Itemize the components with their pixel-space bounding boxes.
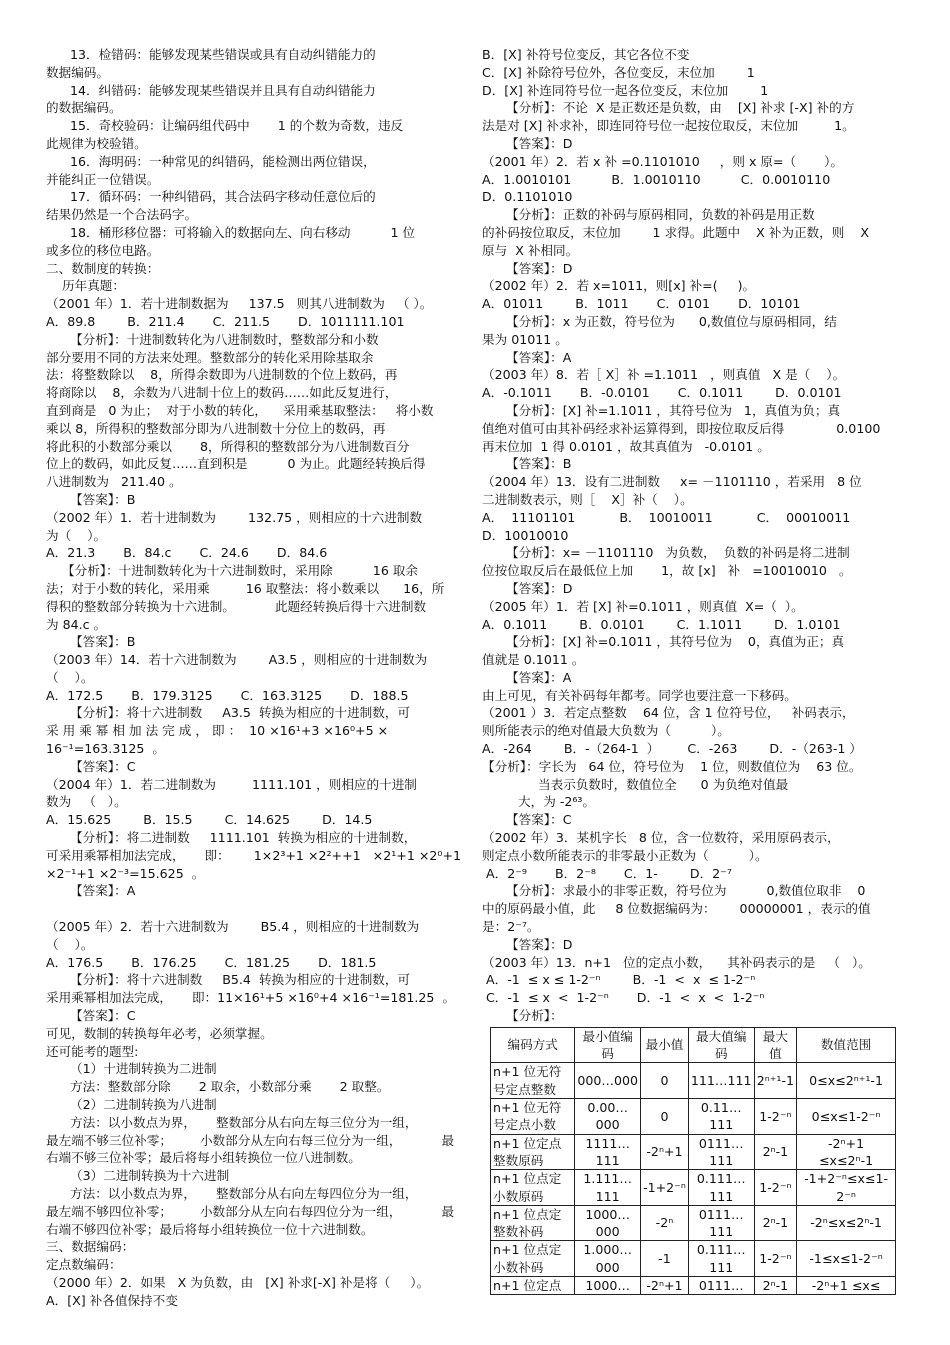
table-row [491, 1170, 896, 1206]
text-line: 则所能表示的绝对值最大负数为（ ）。 [482, 723, 730, 739]
text-line: 【分析】：[X] 补=1.1011 ，其符号位为 1，真值为负；真 [482, 402, 841, 418]
text-line: 可采用乘幂相加法完成， 即： 1×2³+1 ×2²++1 ×2¹+1 ×2⁰+1 [46, 847, 462, 863]
table-cell: 1-2⁻ⁿ [754, 1170, 797, 1206]
text-line: 的补码按位取反，末位加 1 求得。此题中 X 补为正数，则 X [482, 224, 869, 240]
text-line: 果为 01011 。 [482, 331, 568, 347]
text-line: 【分析】：x= －1101110 为负数， 负数的补码是将二进制 [482, 545, 850, 561]
table-header-cell: 最大值 [754, 1027, 797, 1063]
text-line: （2003 年）14．若十六进制数为 A3.5 ，则相应的十进制数为 [46, 652, 428, 668]
text-line: 16⁻¹=163.3125 。 [46, 741, 165, 757]
text-line: 大，为 -2⁶³。 [482, 794, 596, 810]
text-line: 【分析】：x 为正数，符号位为 0,数值位与原码相同，结 [482, 313, 837, 329]
table-cell: 1-2⁻ⁿ [754, 1241, 797, 1277]
text-line: 值绝对值可由其补码经求补运算得到，即按位取反后得 0.0100 [482, 420, 881, 436]
text-line: （ ）。 [46, 936, 94, 952]
text-line: A．-264 B．-（264-1 ） C．-263 D．-（263-1 ） [482, 741, 863, 757]
text-line: （2002 年）1．若十进制数为 132.75 ，则相应的十六进制数 [46, 509, 423, 525]
text-line: 法是对 [X] 补求补，即连同符号位一起按位取反，末位加 1。 [482, 118, 855, 134]
table-header-cell: 最小值编码 [575, 1027, 641, 1063]
text-line: 【分析】：字长为 64 位，符号位为 1 位，则数值位为 63 位。 [482, 758, 862, 774]
text-line: 此规律为校验错。 [46, 135, 147, 151]
text-line: （2002 年）2．若 x=1011，则[x] 补=( )。 [482, 278, 756, 294]
text-line: 【分析】：不论 X 是正数还是负数，由 [X] 补求 [-X] 补的方 [482, 100, 855, 116]
text-line: A．172.5 B．179.3125 C．163.3125 D．188.5 [46, 687, 409, 703]
text-line: 三、数据编码： [46, 1239, 135, 1255]
text-line: 为 84.c 。 [46, 616, 107, 632]
text-line: 【答案】：A [482, 669, 572, 685]
text-line: 的数据编码。 [46, 100, 122, 116]
text-line: 则定点小数所能表示的非零最小正数为（ ）。 [482, 847, 768, 863]
text-line: 18．桶形移位器：可将输入的数据向左、向右移动 1 位 [46, 224, 416, 240]
table-cell: -1≤x≤1-2⁻ⁿ [797, 1241, 896, 1277]
text-line: A．176.5 B．176.25 C．181.25 D．181.5 [46, 954, 377, 970]
table-cell: n+1 位定点整数原码 [491, 1134, 575, 1170]
text-line: A．21.3 B．84.c C．24.6 D．84.6 [46, 545, 328, 561]
table-cell: 1.000…000 [575, 1241, 641, 1277]
text-line: （2005 年）1．若 [X] 补=0.1011 ，则真值 X=（ ）。 [482, 598, 804, 614]
table-cell: 0 [641, 1063, 689, 1099]
table-cell: 0.111…111 [688, 1170, 754, 1206]
text-line: D．0.1101010 [482, 189, 573, 205]
table-header-cell: 最大值编码 [688, 1027, 754, 1063]
text-line: （2003 年）8．若［ X］补 =1.1011 ，则真值 X 是（ ）。 [482, 367, 846, 383]
text-line: 定点数编码： [46, 1257, 122, 1273]
text-line: 将此积的小数部分乘以 8，所得积的整数部分为八进制数百分 [46, 438, 410, 454]
text-line: 【分析】：将十六进制数 A3.5 转换为相应的十进制数，可 [46, 705, 411, 721]
text-line: （2001 年）1．若十进制数据为 137.5 则其八进制数为 （ ）。 [46, 296, 433, 312]
text-line: 结果仍然是一个合法码字。 [46, 207, 198, 223]
table-cell: 2ⁿ-1 [754, 1276, 797, 1294]
text-line: （2004 年）13．设有二进制数 x= －1101110 ，若采用 8 位 [482, 474, 862, 490]
text-line: 【答案】：A [46, 883, 136, 899]
text-line: A． 11101101 B． 10010011 C． 00010011 [482, 509, 851, 525]
text-line: 【分析】：将十六进制数 B5.4 转换为相应的十进制数，可 [46, 972, 411, 988]
text-line: A．[X] 补各值保持不变 [46, 1292, 178, 1308]
text-line: （ ）。 [46, 669, 94, 685]
text-line: 【分析】：将二进制数 1111.101 转换为相应的十进制数， [46, 830, 417, 846]
text-line: 最左端不够四位补零； 小数部分从左向右每四位分为一组， 最 [46, 1203, 455, 1219]
text-line: （2001 ）3．若定点整数 64 位，含 1 位符号位， 补码表示， [482, 705, 855, 721]
table-row [491, 1063, 896, 1099]
text-line: 数为 （ ）。 [46, 794, 127, 810]
table-cell: 111…111 [688, 1063, 754, 1099]
text-line: 【分析】：正数的补码与原码相同，负数的补码是用正数 [482, 207, 815, 223]
text-line: 直到商是 0 为止； 对于小数的转化， 采用乘基取整法： 将小数 [46, 402, 434, 418]
text-line: 15．奇校验码：让编码组代码中 1 的个数为奇数，违反 [46, 118, 404, 134]
text-line: 二、数制度的转换： [46, 260, 160, 276]
text-line: 位上的数码，如此反复……直到积是 0 为止。此题经转换后得 [46, 456, 426, 472]
text-line: 【答案】：C [46, 758, 136, 774]
text-line: 【答案】：C [46, 1008, 136, 1024]
text-line: （2002 年）3．某机字长 8 位，含一位数符，采用原码表示， [482, 830, 840, 846]
text-line: 或多位的移位电路。 [46, 242, 160, 258]
table-cell: n+1 位无符号定点整数 [491, 1063, 575, 1099]
text-line: 14．纠错码：能够发现某些错误并且具有自动纠错能力 [46, 82, 376, 98]
text-line: A．15.625 B．15.5 C．14.625 D．14.5 [46, 812, 373, 828]
text-line: （1）十进制转换为二进制 [46, 1061, 217, 1077]
table-cell: -1 [641, 1241, 689, 1277]
text-line: 方法：以小数点为界， 整数部分从右向左每三位分为一组， [46, 1114, 418, 1130]
text-line: 当表示负数时，数值位全 0 为负绝对值最 [482, 776, 789, 792]
table-row [491, 1205, 896, 1241]
right-column [482, 46, 910, 1295]
text-line: 乘以 8，所得积的整数部分即为八进制数十分位上的数码，再 [46, 420, 386, 436]
table-cell: 0≤x≤1-2⁻ⁿ [797, 1099, 896, 1135]
table-cell: 1111…111 [575, 1134, 641, 1170]
text-line: （2003 年）13．n+1 位的定点小数， 其补码表示的是 （ ）。 [482, 954, 871, 970]
text-line: 右端不够四位补零；最后将每小组转换位一位十六进制数。 [46, 1221, 374, 1237]
text-line: 【分析】：十进制数转化为十六进制数时，采用除 16 取余 [46, 563, 419, 579]
text-line: （2004 年）1．若二进制数为 1111.101 ，则相应的十进制 [46, 776, 417, 792]
text-line: （3）二进制转换为十六进制 [46, 1168, 230, 1184]
text-line: A．-0.1011 B．-0.0101 C．0.1011 D．0.0101 [482, 385, 842, 401]
text-line: 【分析】：十进制数转化为八进制数时，整数部分和小数 [46, 331, 379, 347]
table-header-row [491, 1027, 896, 1063]
table-cell: 0.11…111 [688, 1099, 754, 1135]
text-line: A．2⁻⁹ B．2⁻⁸ C．1- D．2⁻⁷ [482, 865, 732, 881]
text-line: 【答案】：C [482, 812, 572, 828]
text-line: A．89.8 B．211.4 C．211.5 D．1011111.101 [46, 313, 405, 329]
text-line: D．10010010 [482, 527, 569, 543]
text-line: 17．循环码：一种纠错码，其合法码字移动任意位后的 [46, 189, 376, 205]
table-cell: 1000…000 [575, 1205, 641, 1241]
table-cell: 0 [641, 1099, 689, 1135]
text-line: C．-1 ≤ x < 1-2⁻ⁿ D．-1 < x < 1-2⁻ⁿ [482, 990, 765, 1006]
text-line: （2001 年）2．若 x 补 =0.1101010 ，则 x 原=（ ）。 [482, 153, 844, 169]
text-line: 【答案】：D [482, 580, 573, 596]
text-line: 【答案】：D [482, 936, 573, 952]
text-line: 【答案】：B [482, 456, 572, 472]
right-column-text [482, 46, 910, 1025]
table-cell: n+1 位无符号定点小数 [491, 1099, 575, 1135]
text-line [46, 900, 470, 918]
text-line: ×2⁻¹+1 ×2⁻³=15.625 。 [46, 865, 205, 881]
table-cell: 0111… [688, 1276, 754, 1294]
text-line: C．[X] 补除符号位外，各位变反，末位加 1 [482, 64, 755, 80]
table-cell: 1-2⁻ⁿ [754, 1099, 797, 1135]
text-line: A．-1 ≤ x ≤ 1-2⁻ⁿ B．-1 < x ≤ 1-2⁻ⁿ [482, 972, 756, 988]
text-line: 【分析】：[X] 补=0.1011 ，其符号位为 0，真值为正；真 [482, 634, 845, 650]
table-cell: 0.111…111 [688, 1241, 754, 1277]
text-line: 【答案】：A [482, 349, 572, 365]
table-row [491, 1099, 896, 1135]
text-line: 方法：整数部分除 2 取余，小数部分乘 2 取整。 [46, 1079, 390, 1095]
text-line: 【分析】：求最小的非零正数，符号位为 0,数值位取非 0 [482, 883, 866, 899]
text-line: 法；对于小数的转化，采用乘 16 取整法：将小数乘以 16，所 [46, 580, 445, 596]
text-line: 原与 X 补相同。 [482, 242, 579, 258]
text-line: 右端不够三位补零；最后将每小组转换位一位八进制数。 [46, 1150, 361, 1166]
text-line: 部分要用不同的方法来处理。整数部分的转化采用除基取余 [46, 349, 374, 365]
text-line: A．0.1011 B．0.0101 C．1.1011 D．1.0101 [482, 616, 841, 632]
table-cell: 2ⁿ-1 [754, 1134, 797, 1170]
text-line: 16．海明码：一种常见的纠错码，能检测出两位错误， [46, 153, 376, 169]
table-cell: n+1 位点定整数补码 [491, 1205, 575, 1241]
table-cell: 000…000 [575, 1063, 641, 1099]
table-cell: n+1 位点定小数原码 [491, 1170, 575, 1206]
text-line: D．[X] 补连同符号位一起各位变反，末位加 1 [482, 82, 769, 98]
table-cell: 0111…111 [688, 1205, 754, 1241]
text-line: （2005 年）2．若十六进制数为 B5.4 ，则相应的十进制数为 [46, 919, 420, 935]
text-line: 得积的整数部分转换为十六进制。 此题经转换后得十六进制数 [46, 598, 427, 614]
text-line: （2）二进制转换为八进制 [46, 1097, 217, 1113]
text-line: 法：将整数除以 8，所得余数即为八进制数的个位上数码，再 [46, 367, 398, 383]
text-line: 数据编码。 [46, 64, 109, 80]
text-line: 历年真题： [46, 278, 125, 294]
text-line: 13．检错码：能够发现某些错误或具有自动纠错能力的 [46, 47, 376, 62]
table-cell: -2ⁿ+1 [641, 1276, 689, 1294]
text-line: 方法：以小数点为界， 整数部分从右向左每四位分为一组， [46, 1186, 418, 1201]
table-cell: -2ⁿ≤x≤2ⁿ-1 [797, 1205, 896, 1241]
text-line: 位按位取反后在最低位上加 1，故 [x] 补 =10010010 。 [482, 563, 852, 579]
text-line: 【答案】：B [46, 491, 136, 507]
text-line: 八进制数为 211.40 。 [46, 474, 182, 490]
table-cell: 0111…111 [688, 1134, 754, 1170]
text-line: 采用乘幂相加法完成， 即：11×16¹+5 ×16⁰+4 ×16⁻¹=181.25 。 [46, 990, 456, 1006]
table-header-cell: 编码方式 [491, 1027, 575, 1063]
text-line: 再末位加 1 得 0.0101 ，故其真值为 -0.0101 。 [482, 438, 770, 454]
table-cell: 1000… [575, 1276, 641, 1294]
text-line: 【答案】：B [46, 634, 136, 650]
text-line: 最左端不够三位补零； 小数部分从左向右每三位分为一组， 最 [46, 1132, 455, 1148]
table-row [491, 1276, 896, 1294]
text-line: 【答案】：D [482, 135, 573, 151]
text-line: 值就是 0.1011 。 [482, 652, 585, 668]
table-cell: n+1 位点定小数补码 [491, 1241, 575, 1277]
table-cell: -2ⁿ+1 ≤x≤ [797, 1276, 896, 1294]
table-cell: 0≤x≤2ⁿ⁺¹-1 [797, 1063, 896, 1099]
text-line: B．[X] 补符号位变反，其它各位不变 [482, 47, 690, 62]
table-cell: -2ⁿ [641, 1205, 689, 1241]
text-line: 【答案】：D [482, 260, 573, 276]
text-line: 可见，数制的转换每年必考，必须掌握。 [46, 1025, 273, 1041]
table-cell: 2ⁿ-1 [754, 1205, 797, 1241]
text-line: 为（ ）。 [46, 527, 107, 543]
table-row [491, 1134, 896, 1170]
table-cell: 0.00…000 [575, 1099, 641, 1135]
text-line: 并能纠正一位错误。 [46, 171, 160, 187]
text-line: A．01011 B．1011 C．0101 D．10101 [482, 296, 801, 312]
table-cell: -1+2⁻ⁿ≤x≤1-2⁻ⁿ [797, 1170, 896, 1206]
table-header-cell: 数值范围 [797, 1027, 896, 1063]
text-line: 将商除以 8，余数为八进制十位上的数码……如此反复进行， [46, 385, 398, 401]
table-cell: -2ⁿ+1 [641, 1134, 689, 1170]
text-line: 【分析】： [482, 1008, 563, 1024]
table-cell: 2ⁿ⁺¹-1 [754, 1063, 797, 1099]
text-line: 是：2⁻⁷。 [482, 919, 540, 935]
table-row [491, 1241, 896, 1277]
text-line: 二进制数表示，则［ X］补（ ）。 [482, 491, 693, 507]
table-cell: -2ⁿ+1 ≤x≤2ⁿ-1 [797, 1134, 896, 1170]
text-line: （2000 年）2．如果 X 为负数，由 [X] 补求[-X] 补是将（ ）。 [46, 1274, 430, 1290]
table-cell: -1+2⁻ⁿ [641, 1170, 689, 1206]
encoding-range-table [490, 1027, 896, 1295]
table-cell: n+1 位定点 [491, 1276, 575, 1294]
text-line: 还可能考的题型: [46, 1043, 139, 1059]
text-line: 由上可见，有关补码每年都考。同学也要注意一下移码。 [482, 687, 797, 703]
table-header-cell: 最小值 [641, 1027, 689, 1063]
text-line: 中的原码最小值，此 8 位数据编码为： 00000001 ，表示的值 [482, 901, 871, 917]
text-line: 采 用 乘 幂 相 加 法 完 成 ， 即 ： 10 ×16¹+3 ×16⁰+5 × [46, 723, 389, 739]
text-line: A．1.0010101 B．1.0010110 C．0.0010110 [482, 171, 831, 187]
table-cell: 1.111…111 [575, 1170, 641, 1206]
left-column [46, 46, 470, 1310]
